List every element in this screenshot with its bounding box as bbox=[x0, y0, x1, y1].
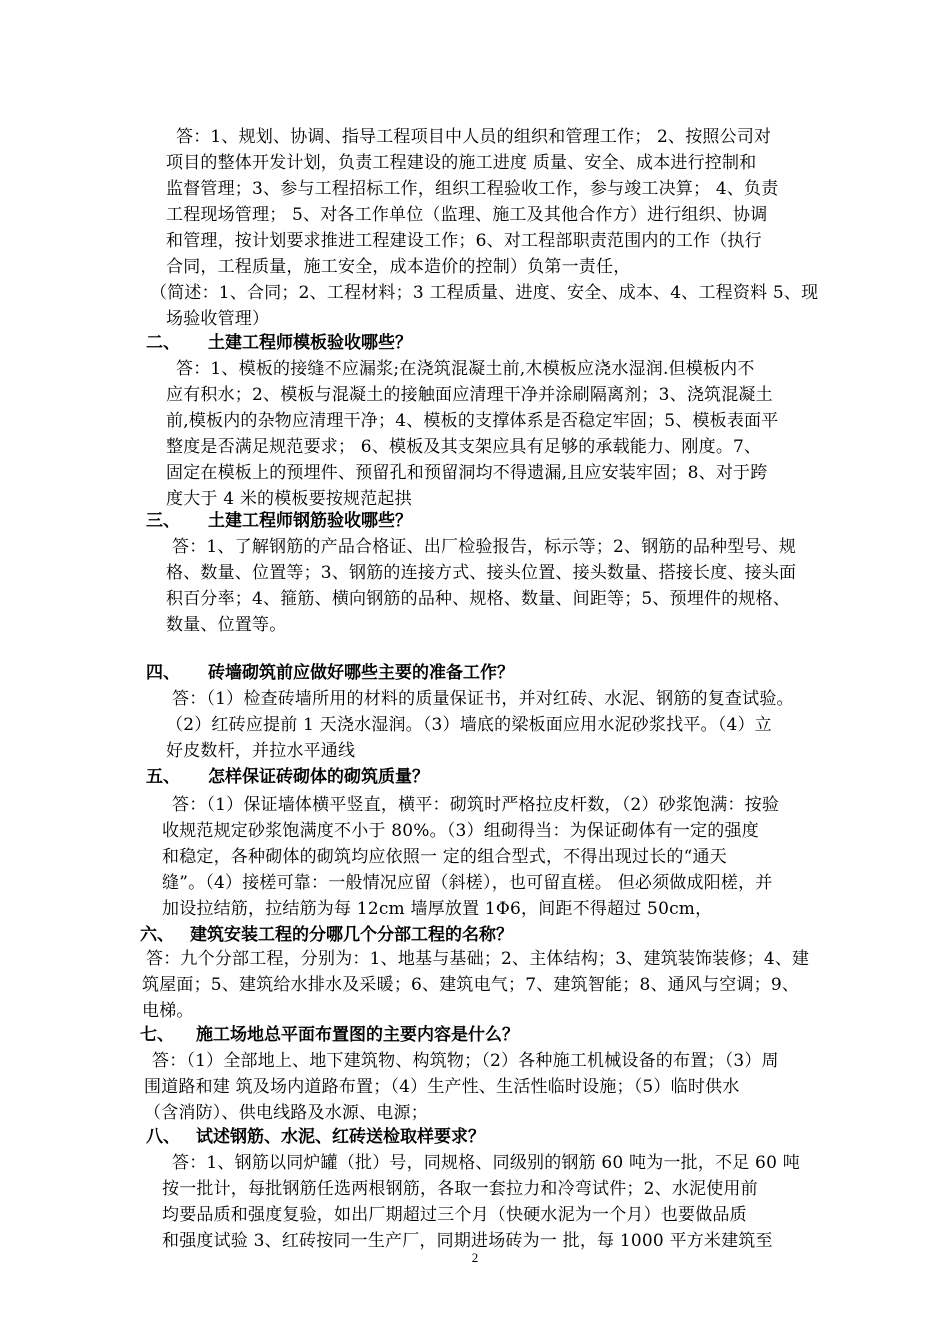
text-line: 答：1、模板的接缝不应漏浆;在浇筑混凝土前,木模板应浇水湿润.但模板内不 bbox=[176, 359, 755, 379]
text-line: 好皮数杆，并拉水平通线 bbox=[166, 741, 356, 761]
text-line: 均要品质和强度复验，如出厂期超过三个月（快硬水泥为一个月）也要做品质 bbox=[162, 1205, 747, 1225]
text-line: 格、数量、位置等；3、钢筋的连接方式、接头位置、接头数量、搭接长度、接头面 bbox=[166, 563, 797, 583]
text-line: （2）红砖应提前 1 天浇水湿润。（3）墙底的梁板面应用水泥砂浆找平。（4）立 bbox=[166, 715, 772, 735]
text-line: 答：九个分部工程，分别为：1、地基与基础；2、主体结构；3、建筑装饰装修；4、建 bbox=[146, 949, 810, 969]
text-line: 和管理，按计划要求推进工程建设工作；6、对工程部职责范围内的工作（执行 bbox=[166, 231, 762, 251]
text-line: 项目的整体开发计划，负责工程建设的施工进度 质量、安全、成本进行控制和 bbox=[166, 153, 757, 173]
section-title: 土建工程师模板验收哪些？ bbox=[208, 333, 412, 353]
text-line: 和强度试验 3、红砖按同一生产厂，同期进场砖为一 批，每 1000 平方米建筑至 bbox=[162, 1231, 773, 1251]
section-number: 二、 bbox=[146, 333, 180, 353]
text-line: 答：（1）保证墙体横平竖直，横平：砌筑时严格拉皮杆数，（2）砂浆饱满：按验 bbox=[172, 795, 780, 815]
text-line: 围道路和建 筑及场内道路布置；（4）生产性、生活性临时设施；（5）临时供水 bbox=[144, 1077, 740, 1097]
text-line: 加设拉结筋，拉结筋为每 12cm 墙厚放置 1Φ6，间距不得超过 50cm， bbox=[162, 899, 713, 919]
text-line: 工程现场管理； 5、对各工作单位（监理、施工及其他合作方）进行组织、协调 bbox=[166, 205, 768, 225]
text-line: 答：（1）全部地上、地下建筑物、构筑物；（2）各种施工机械设备的布置；（3）周 bbox=[152, 1051, 779, 1071]
text-line: 答：（1）检查砖墙所用的材料的质量保证书，并对红砖、水泥、钢筋的复查试验。 bbox=[172, 689, 794, 709]
section-title: 土建工程师钢筋验收哪些？ bbox=[208, 511, 412, 531]
text-line: 合同，工程质量，施工安全，成本造价的控制）负第一责任， bbox=[166, 257, 631, 277]
text-line: 和稳定，各种砌体的砌筑均应依照一 定的组合型式，不得出现过长的“通天 bbox=[162, 847, 727, 867]
text-line: 答：1、规划、协调、指导工程项目中人员的组织和管理工作； 2、按照公司对 bbox=[176, 127, 772, 147]
section-title: 砖墙砌筑前应做好哪些主要的准备工作？ bbox=[208, 663, 514, 683]
text-line: 数量、位置等。 bbox=[166, 615, 287, 635]
text-line: 度大于 4 米的模板要按规范起拱 bbox=[166, 489, 412, 509]
text-line: 答：1、钢筋以同炉罐（批）号，同规格、同级别的钢筋 60 吨为一批，不足 60 吨 bbox=[172, 1153, 800, 1173]
text-line: 答：1、了解钢筋的产品合格证、出厂检验报告，标示等；2、钢筋的品种型号、规 bbox=[172, 537, 797, 557]
section-number: 八、 bbox=[146, 1127, 180, 1147]
text-line: 电梯。 bbox=[142, 1001, 194, 1021]
section-title: 建筑安装工程的分哪几个分部工程的名称？ bbox=[190, 925, 513, 945]
section-heading bbox=[140, 922, 513, 948]
text-line: 固定在模板上的预埋件、预留孔和预留洞均不得遗漏,且应安装牢固；8、对于跨 bbox=[166, 463, 768, 483]
text-line: 积百分率；4、箍筋、横向钢筋的品种、规格、数量、间距等；5、预埋件的规格、 bbox=[166, 589, 791, 609]
text-line: 整度是否满足规范要求； 6、模板及其支架应具有足够的承载能力、刚度。7、 bbox=[166, 437, 762, 457]
section-number: 三、 bbox=[146, 511, 180, 531]
text-line: 应有积水；2、模板与混凝土的接触面应清理干净并涂刷隔离剂；3、浇筑混凝土 bbox=[166, 385, 773, 405]
section-number: 五、 bbox=[146, 767, 180, 787]
text-line: 收规范规定砂浆饱满度不小于 80%。（3）组砌得当：为保证砌体有一定的强度 bbox=[162, 821, 759, 841]
text-line: 场验收管理） bbox=[166, 309, 270, 329]
text-line: 监督管理；3、参与工程招标工作，组织工程验收工作，参与竣工决算； 4、负责 bbox=[166, 179, 779, 199]
text-line: 前,模板内的杂物应清理干净；4、模板的支撑体系是否稳定牢固；5、模板表面平 bbox=[166, 411, 779, 431]
text-line: （含消防）、供电线路及水源、电源； bbox=[144, 1103, 428, 1123]
section-title: 怎样保证砖砌体的砌筑质量？ bbox=[208, 767, 429, 787]
section-number: 七、 bbox=[140, 1025, 174, 1045]
section-title: 试述钢筋、水泥、红砖送检取样要求？ bbox=[196, 1127, 485, 1147]
section-number: 四、 bbox=[146, 663, 180, 683]
section-heading bbox=[146, 764, 429, 790]
section-heading bbox=[146, 660, 514, 686]
section-title: 施工场地总平面布置图的主要内容是什么？ bbox=[196, 1025, 519, 1045]
section-heading bbox=[146, 508, 412, 534]
section-heading bbox=[146, 1124, 485, 1150]
text-line: 按一批计，每批钢筋任选两根钢筋，各取一套拉力和冷弯试件；2、水泥使用前 bbox=[162, 1179, 758, 1199]
page-number: 2 bbox=[471, 1250, 479, 1265]
text-line: （简述：1、合同；2、工程材料；3 工程质量、进度、安全、成本、4、工程资料 5、现 bbox=[150, 283, 819, 303]
text-line: 筑屋面；5、建筑给水排水及采暖；6、建筑电气；7、建筑智能；8、通风与空调；9、 bbox=[142, 975, 800, 995]
text-line: 缝”。（4）接槎可靠：一般情况应留（斜槎），也可留直槎。 但必须做成阳槎，并 bbox=[162, 873, 773, 893]
section-number: 六、 bbox=[140, 925, 174, 945]
section-heading bbox=[146, 330, 412, 356]
section-heading bbox=[140, 1022, 519, 1048]
